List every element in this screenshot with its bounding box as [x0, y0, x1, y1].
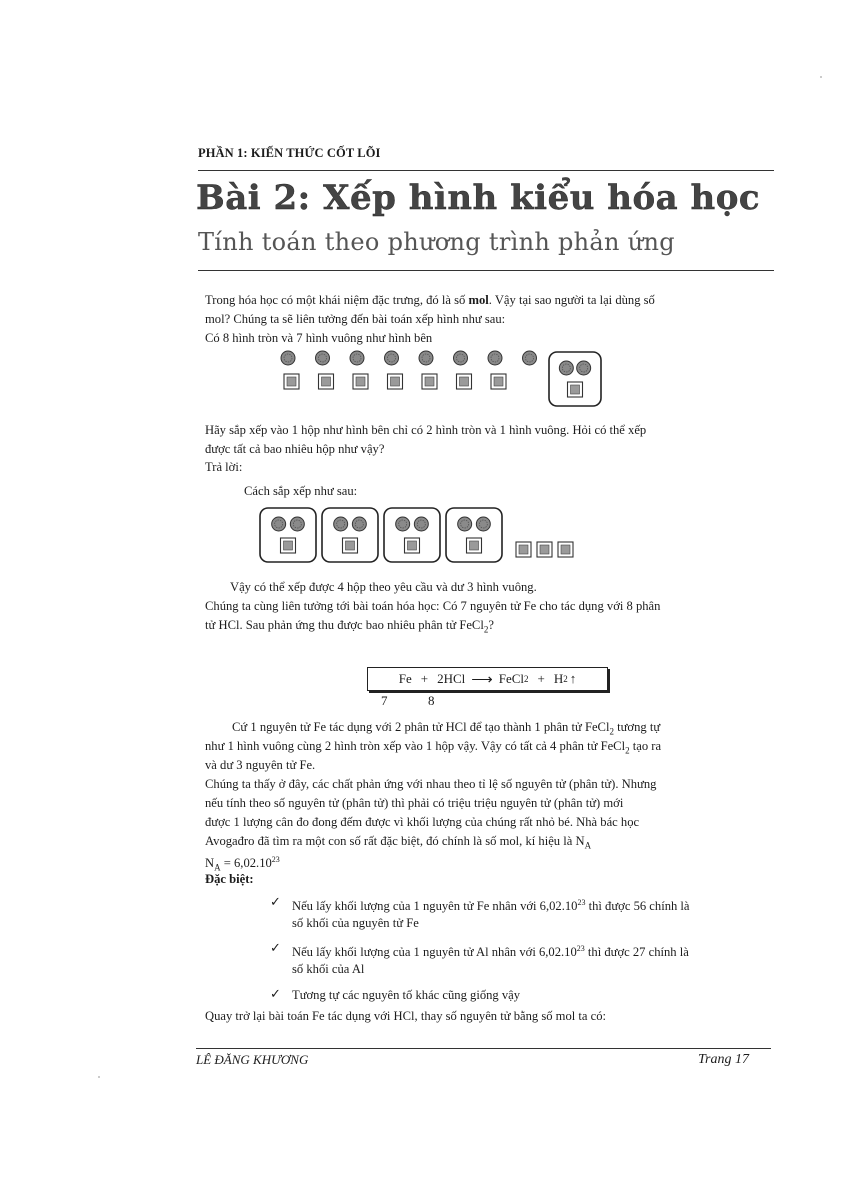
- bullet-line: [292, 940, 689, 962]
- chem-line-2: [205, 616, 494, 639]
- lesson-subtitle: Tính toán theo phương trình phản ứng: [198, 228, 675, 256]
- closing-line: Quay trở lại bài toán Fe tác dụng với HCl, thay số nguyên tử bằng số mol ta có:: [205, 1009, 607, 1023]
- header-rule: [198, 170, 774, 171]
- na-exponent: 23: [271, 855, 280, 864]
- circle-shape: [281, 351, 295, 365]
- gas-arrow-icon: ↑: [569, 671, 577, 686]
- section-label: PHẦN 1: KIẾN THỨC CỐT LÕI: [198, 146, 381, 160]
- answer-label: Trả lời:: [205, 460, 243, 474]
- eq-h: H: [553, 671, 564, 686]
- footer-author: LÊ ĐĂNG KHƯƠNG: [196, 1052, 309, 1067]
- example-box: [549, 352, 601, 406]
- eq-fecl: FeCl: [498, 671, 525, 686]
- box-outline: [384, 508, 440, 562]
- bullet-text: Nếu lấy khối lượng của 1 nguyên tử Al nhân với 6,02.10: [292, 945, 577, 960]
- bullet-text-end: thì được 56 chính là: [585, 899, 690, 914]
- bullet-text-end: thì được 27 chính là: [584, 945, 689, 960]
- circle-shape: [476, 517, 490, 531]
- reaction-equation: [367, 667, 608, 691]
- circle-shape: [419, 351, 433, 365]
- explain-text: như 1 hình vuông cùng 2 hình tròn xếp vào 1 hộp vậy. Vậy có tất cả 4 phân tử FeCl: [205, 739, 626, 753]
- explain-text: Cứ 1 nguyên tử Fe tác dụng với 2 phân tử HCl để tạo thành 1 phân tử FeCl: [232, 720, 610, 734]
- bullet-exponent: 23: [577, 898, 586, 907]
- square-row: [284, 374, 506, 389]
- eq-fecl-sub: 2: [524, 674, 529, 684]
- circle-shape: [454, 351, 468, 365]
- square-fill: [494, 377, 503, 386]
- chem-text-end: ?: [488, 618, 494, 632]
- eq-plus: +: [537, 671, 545, 686]
- square-fill: [346, 541, 355, 550]
- square-fill: [519, 545, 528, 554]
- result-line: Vậy có thể xếp được 4 hộp theo yêu cầu và dư 3 hình vuông.: [230, 580, 537, 594]
- circle-shape: [350, 351, 364, 365]
- square-fill: [540, 545, 549, 554]
- bullet-exponent: 23: [576, 944, 585, 953]
- square-fill: [561, 545, 570, 554]
- explain-text-end: tương tự: [613, 720, 661, 734]
- explain-subscript: 2: [625, 745, 630, 756]
- paragraph-intro-line-3: Có 8 hình tròn và 7 hình vuông như hình bên: [205, 331, 433, 345]
- circle-shape: [334, 517, 348, 531]
- box-outline: [549, 352, 601, 406]
- question-line-1: Hãy sắp xếp vào 1 hộp như hình bên chỉ có 2 hình tròn và 1 hình vuông. Hỏi có thể xếp: [205, 423, 647, 437]
- scan-speck: [820, 76, 822, 78]
- mol-term: mol: [468, 293, 489, 307]
- na-value: = 6,02.10: [220, 856, 272, 871]
- paragraph-intro-line-2: mol? Chúng ta sẽ liên tưởng đến bài toán xếp hình như sau:: [205, 312, 506, 326]
- bullet-line-2: số khối của nguyên tử Fe: [292, 916, 419, 930]
- na-subscript: A: [214, 862, 221, 873]
- square-fill: [322, 377, 331, 386]
- circle-shape: [523, 351, 537, 365]
- shapes-figure: [260, 348, 620, 412]
- bullet-line-2: số khối của Al: [292, 962, 365, 976]
- title-rule: [198, 270, 774, 271]
- eq-plus: +: [420, 671, 429, 686]
- circle-shape: [272, 517, 286, 531]
- circle-shape: [385, 351, 399, 365]
- chem-subscript: 2: [483, 624, 489, 635]
- footer-rule: [196, 1048, 771, 1049]
- ratio-line-3: được 1 lượng cân đo đong đếm được vì khối lượng của chúng rất nhỏ bé. Nhà bác học: [205, 815, 640, 829]
- ratio-text: Avogađro đã tìm ra một con số rất đặc biệt, đó chính là số mol, kí hiệu là N: [205, 834, 585, 848]
- square-fill: [287, 377, 296, 386]
- circle-shape: [577, 361, 591, 375]
- square-fill: [284, 541, 293, 550]
- square-fill: [356, 377, 365, 386]
- checkmark-icon: ✓: [270, 894, 281, 909]
- chem-text: tử HCl. Sau phản ứng thu được bao nhiêu phân tử FeCl: [205, 618, 484, 632]
- ratio-line-1: Chúng ta thấy ở đây, các chất phản ứng với nhau theo tỉ lệ số nguyên tử (phân tử). Nhưng: [205, 777, 657, 791]
- bullet-line: Tương tự các nguyên tố khác cũng giống vậy: [292, 988, 521, 1002]
- intro-text-end: . Vậy tại sao người ta lại dùng số: [488, 293, 655, 307]
- na-symbol: N: [205, 856, 215, 871]
- bullet-text: Nếu lấy khối lượng của 1 nguyên tử Fe nhân với 6,02.10: [292, 899, 578, 914]
- ratio-subscript: A: [584, 840, 592, 851]
- circle-shape: [488, 351, 502, 365]
- leftover-squares: [516, 542, 573, 557]
- bullet-line: [292, 894, 690, 916]
- coef-fe: 7: [381, 693, 388, 708]
- square-fill: [391, 377, 400, 386]
- square-fill: [571, 385, 580, 394]
- paragraph-intro-line-1: [205, 291, 655, 310]
- explain-line-3: và dư 3 nguyên tử Fe.: [205, 758, 316, 772]
- circle-shape: [290, 517, 304, 531]
- eq-hcl: 2HCl: [437, 671, 466, 686]
- footer-page-number: Trang 17: [698, 1052, 749, 1067]
- circle-shape: [458, 517, 472, 531]
- arrangement-label: Cách sắp xếp như sau:: [244, 484, 358, 498]
- box-outline: [260, 508, 316, 562]
- box-outline: [446, 508, 502, 562]
- checkmark-icon: ✓: [270, 940, 281, 955]
- reaction-arrow-icon: ⟶: [471, 671, 493, 688]
- circle-shape: [396, 517, 410, 531]
- lesson-title: Bài 2: Xếp hình kiểu hóa học: [196, 178, 761, 218]
- eq-fe: Fe: [398, 671, 412, 686]
- square-fill: [470, 541, 479, 550]
- circle-shape: [559, 361, 573, 375]
- special-label: Đặc biệt:: [205, 872, 254, 886]
- box-outline: [322, 508, 378, 562]
- circle-shape: [316, 351, 330, 365]
- explain-text-end: tạo ra: [629, 739, 662, 753]
- ratio-line-2: nếu tính theo số nguyên tử (phân tử) thì phải có triệu triệu nguyên tử (phân tử) mới: [205, 796, 624, 810]
- question-line-2: được tất cả bao nhiêu hộp như vậy?: [205, 442, 385, 456]
- intro-text: Trong hóa học có một khái niệm đặc trưng, đó là số: [205, 293, 469, 307]
- coef-hcl: 8: [428, 693, 435, 708]
- circle-row: [281, 351, 537, 365]
- circle-shape: [352, 517, 366, 531]
- scan-speck: [98, 1076, 100, 1078]
- checkmark-icon: ✓: [270, 986, 281, 1001]
- eq-h-sub: 2: [563, 674, 568, 684]
- square-fill: [425, 377, 434, 386]
- square-fill: [460, 377, 469, 386]
- square-fill: [408, 541, 417, 550]
- circle-shape: [414, 517, 428, 531]
- chem-line-1: Chúng ta cùng liên tưởng tới bài toán hóa học: Có 7 nguyên tử Fe cho tác dụng với 8 phân: [205, 599, 661, 613]
- explain-subscript: 2: [609, 726, 614, 737]
- arrangement-figure: [258, 504, 598, 566]
- result-boxes: [260, 508, 502, 562]
